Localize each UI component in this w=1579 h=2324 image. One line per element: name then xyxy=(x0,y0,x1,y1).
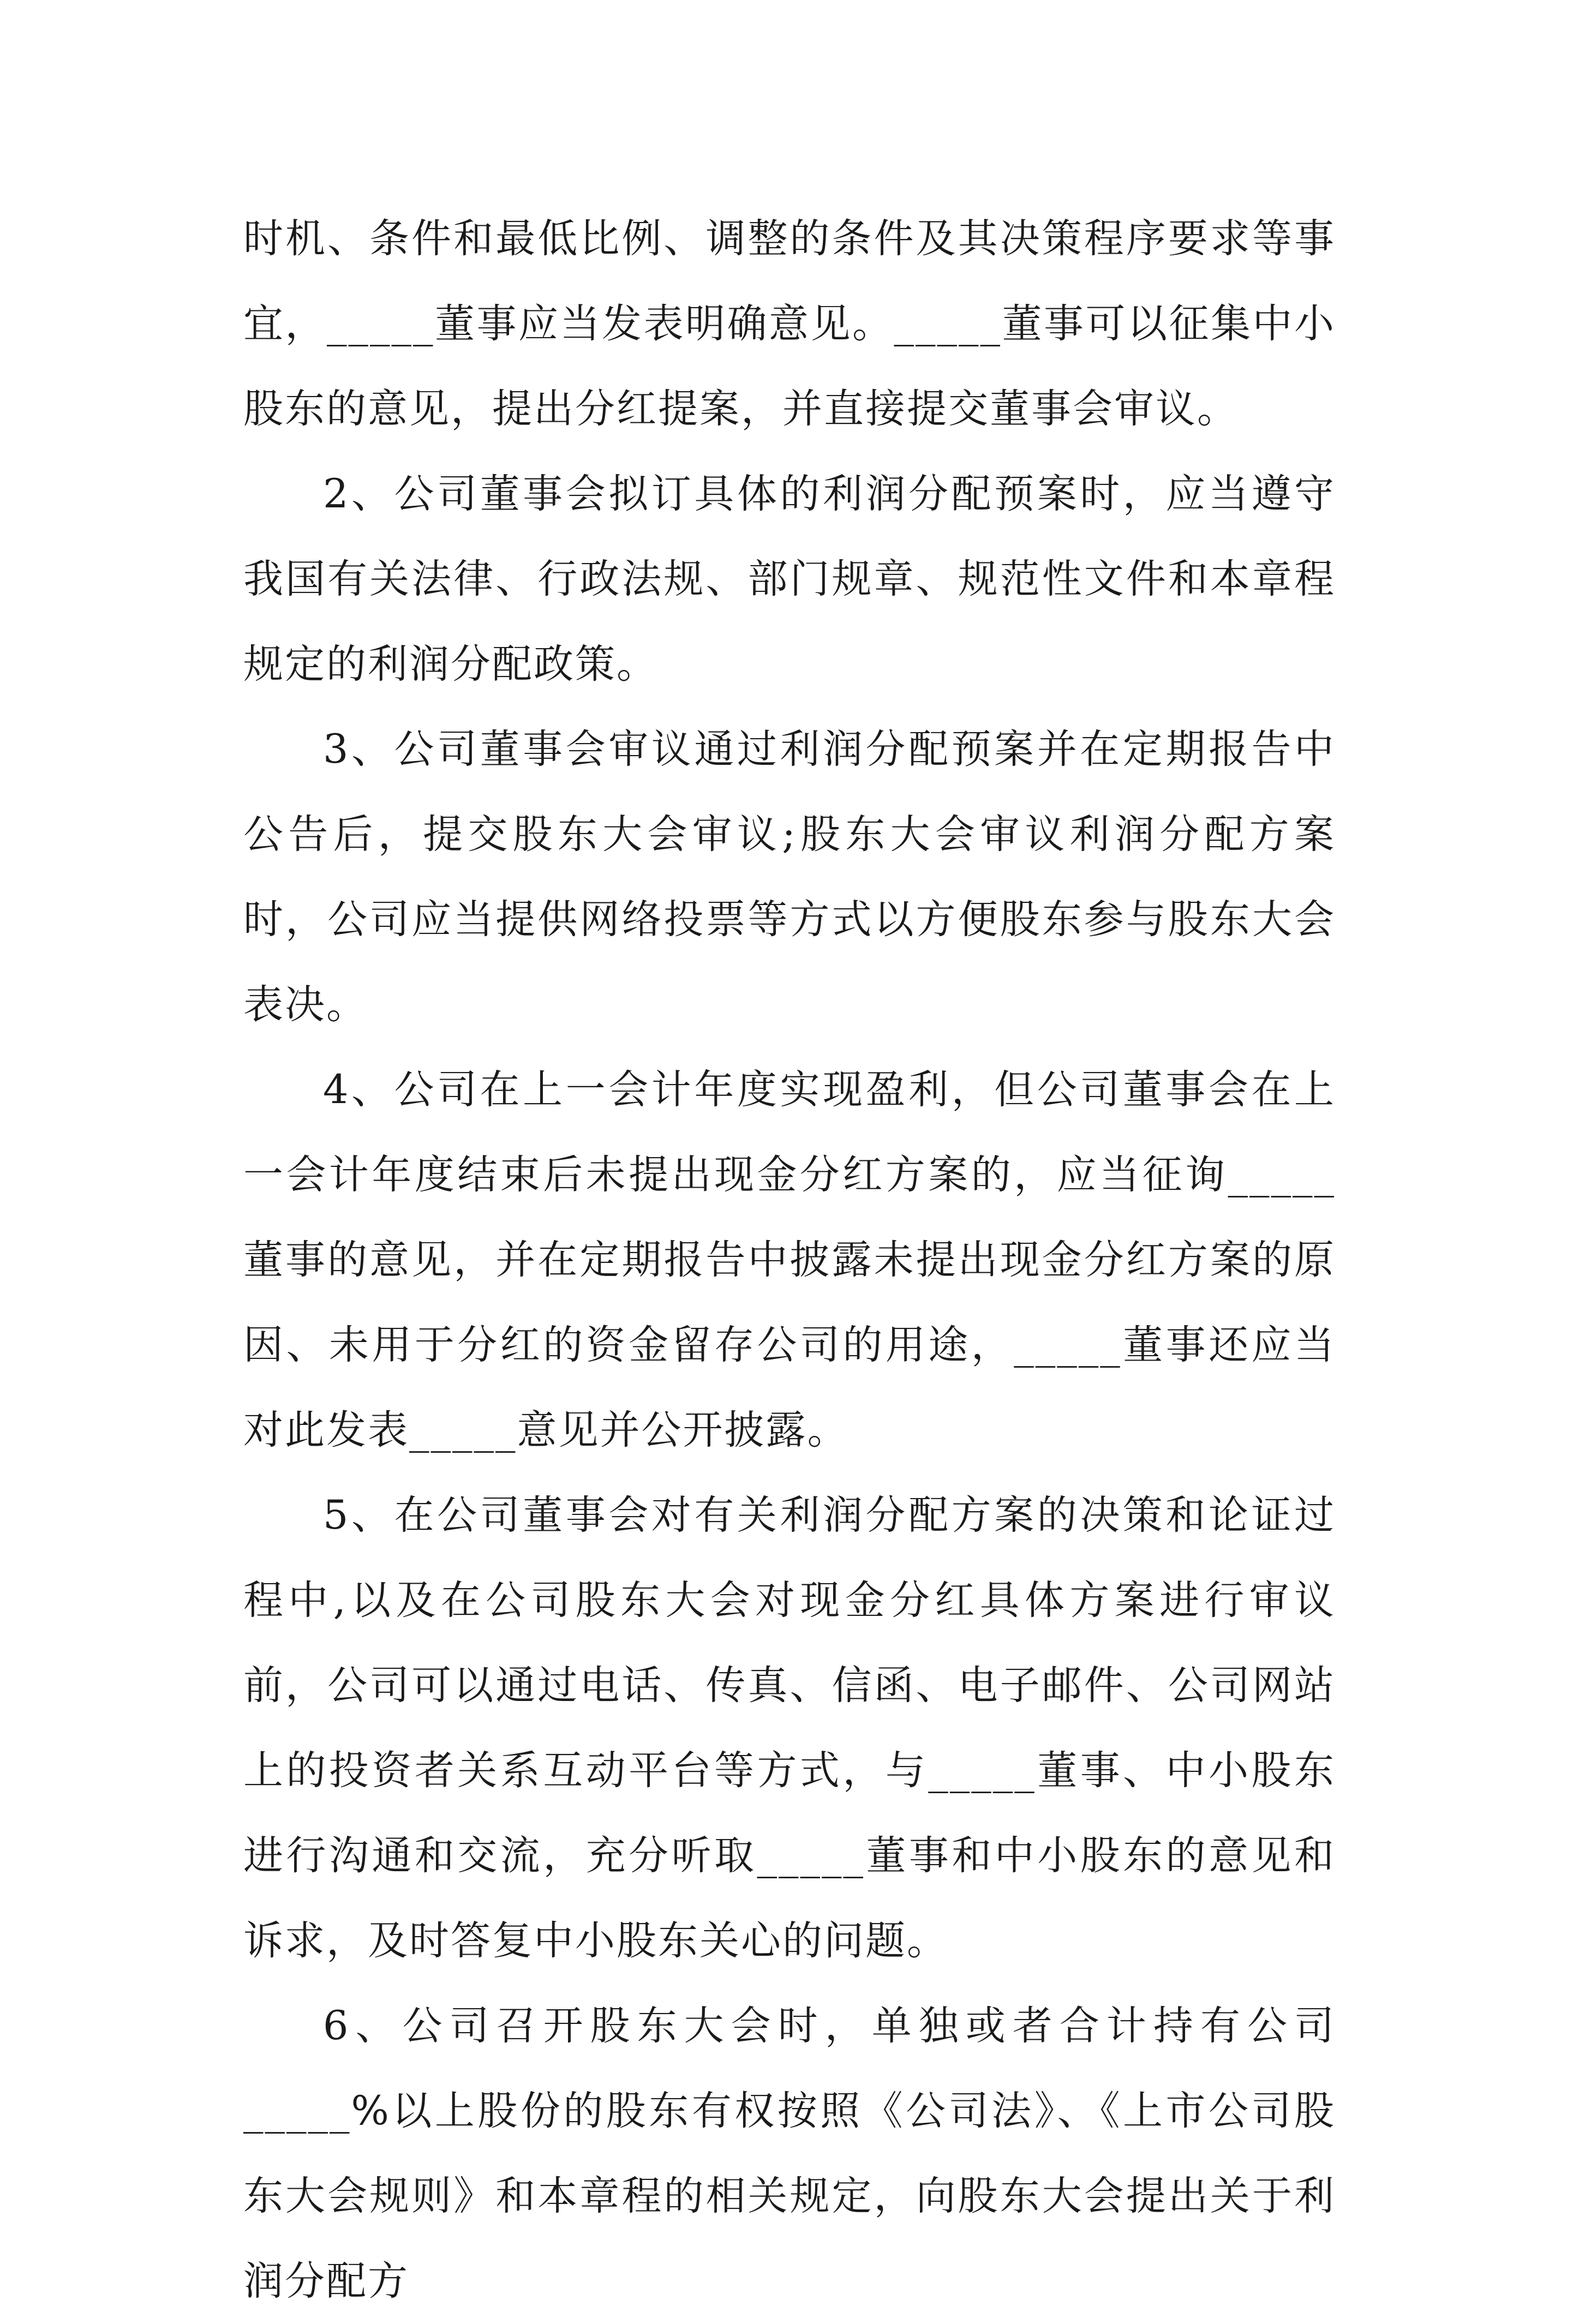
paragraph-continuation: 时机、条件和最低比例、调整的条件及其决策程序要求等事宜，_____董事应当发表明确意见。_____董事可以征集中小股东的意见，提出分红提案，并直接提交董事会审议。 xyxy=(243,215,1336,432)
paragraph-item-5: 5、在公司董事会对有关利润分配方案的决策和论证过程中,以及在公司股东大会对现金分红具体方案进行审议前，公司可以通过电话、传真、信函、电子邮件、公司网站上的投资者关系互动平台等方式，与_____董事、中小股东进行沟通和交流，充分听取_____董事和中小股东的意见和诉求，及时答复中小股东关心的问题。 xyxy=(243,1492,1336,1964)
paragraph-item-4: 4、公司在上一会计年度实现盈利，但公司董事会在上一会计年度结束后未提出现金分红方案的，应当征询_____董事的意见，并在定期报告中披露未提出现金分红方案的原因、未用于分红的资金留存公司的用途，_____董事还应当对此发表_____意见并公开披露。 xyxy=(243,1067,1336,1453)
paragraph-item-6: 6、公司召开股东大会时，单独或者合计持有公司_____%以上股份的股东有权按照《公司法》、《上市公司股东大会规则》和本章程的相关规定，向股东大会提出关于利润分配方 xyxy=(243,2003,1336,2304)
paragraph-item-2: 2、公司董事会拟订具体的利润分配预案时，应当遵守我国有关法律、行政法规、部门规章、规范性文件和本章程规定的利润分配政策。 xyxy=(243,471,1336,687)
document-body xyxy=(243,196,1336,2324)
paragraph-item-3: 3、公司董事会审议通过利润分配预案并在定期报告中公告后，提交股东大会审议;股东大会审议利润分配方案时，公司应当提供网络投票等方式以方便股东参与股东大会表决。 xyxy=(243,726,1336,1028)
